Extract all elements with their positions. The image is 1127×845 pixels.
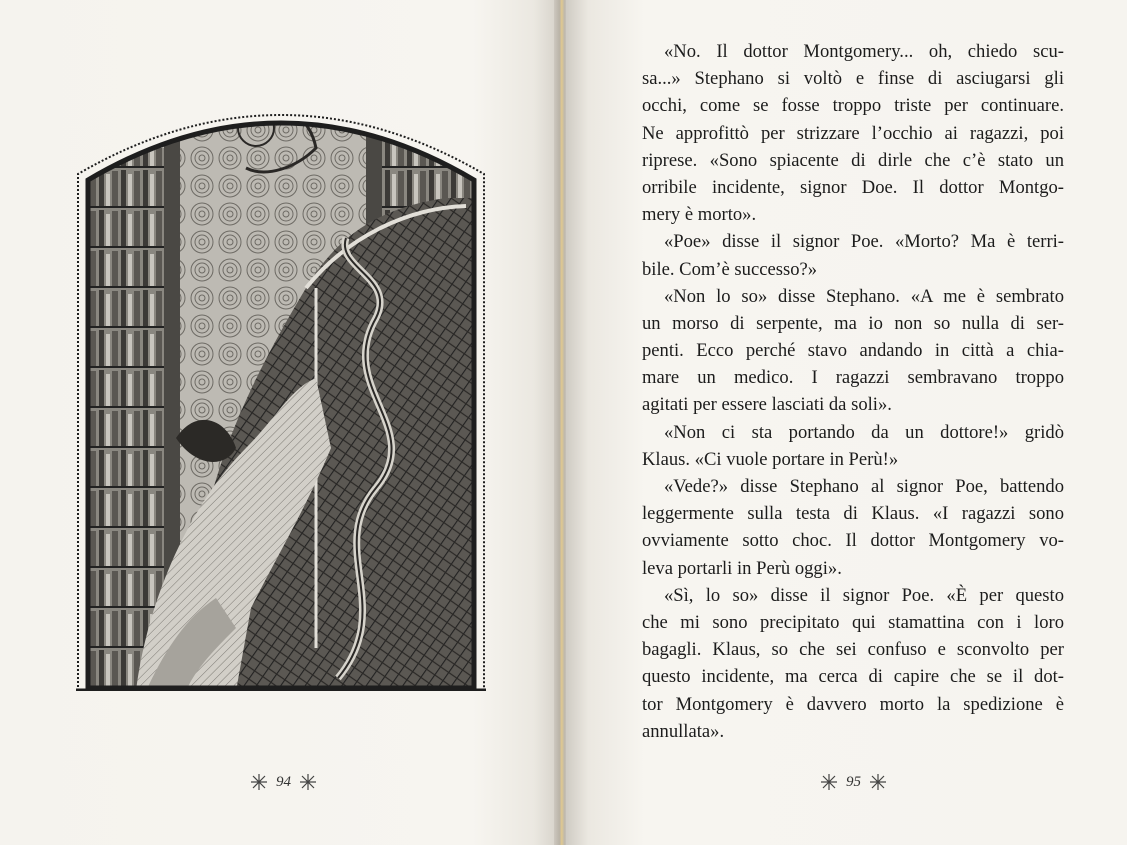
text-line: annullata». xyxy=(642,720,725,742)
body-text xyxy=(642,38,1064,745)
text-line: orribile incidente, signor Doe. Il dottor Montgo- xyxy=(642,176,1064,198)
text-line: occhi, come se fosse troppo triste per continuare. xyxy=(642,95,1064,117)
text-line: ovviamente sotto choc. Il dottor Montgomery vo- xyxy=(642,530,1064,552)
page-number: 95 xyxy=(846,773,861,790)
asterisk-ornament-icon xyxy=(250,773,268,791)
text-line: «Sì, lo so» disse il signor Poe. «È per questo xyxy=(664,584,1064,606)
text-line: bile. Com’è successo?» xyxy=(642,258,818,280)
text-line: sa...» Stephano si voltò e finse di asciugarsi gli xyxy=(642,68,1064,90)
text-line: riprese. «Sono spiacente di dirle che c’è stato un xyxy=(642,149,1064,171)
page-number-left xyxy=(250,772,317,792)
asterisk-ornament-icon xyxy=(869,773,887,791)
text-line: un morso di serpente, ma io non so nulla di ser- xyxy=(642,312,1064,334)
text-line: «Non ci sta portando da un dottore!» gridò xyxy=(664,421,1064,443)
text-line: tor Montgomery è davvero morto la spedizione è xyxy=(642,693,1064,715)
text-line: Klaus. «Ci vuole portare in Perù!» xyxy=(642,448,899,470)
text-line: leva portarli in Perù oggi». xyxy=(642,557,842,579)
chapter-illustration xyxy=(76,88,486,691)
text-line: questo incidente, ma cerca di capire che se il dot- xyxy=(642,666,1064,688)
page-number: 94 xyxy=(276,773,291,790)
text-line: mery è morto». xyxy=(642,204,757,226)
asterisk-ornament-icon xyxy=(299,773,317,791)
text-line: «Vede?» disse Stephano al signor Poe, battendo xyxy=(664,476,1064,497)
text-line: «No. Il dottor Montgomery... oh, chiedo scu- xyxy=(664,41,1064,62)
text-line: agitati per essere lasciati da soli». xyxy=(642,394,892,416)
asterisk-ornament-icon xyxy=(820,773,838,791)
text-line: leggermente sulla testa di Klaus. «I ragazzi sono xyxy=(642,503,1064,525)
text-line: bagagli. Klaus, so che sei confuso e sconvolto per xyxy=(642,639,1064,661)
text-line: che mi sono precipitato qui stamattina con i loro xyxy=(642,611,1064,633)
page-number-right xyxy=(820,772,887,792)
text-line: «Non lo so» disse Stephano. «A me è sembrato xyxy=(664,285,1064,307)
text-line: mare un medico. I ragazzi sembravano troppo xyxy=(642,367,1064,389)
text-line: «Poe» disse il signor Poe. «Morto? Ma è terri- xyxy=(664,231,1064,253)
left-page xyxy=(0,0,556,845)
text-line: Ne approfittò per strizzare l’occhio ai ragazzi, poi xyxy=(642,122,1064,144)
text-line: penti. Ecco perché stavo andando in città a chia- xyxy=(642,340,1064,362)
